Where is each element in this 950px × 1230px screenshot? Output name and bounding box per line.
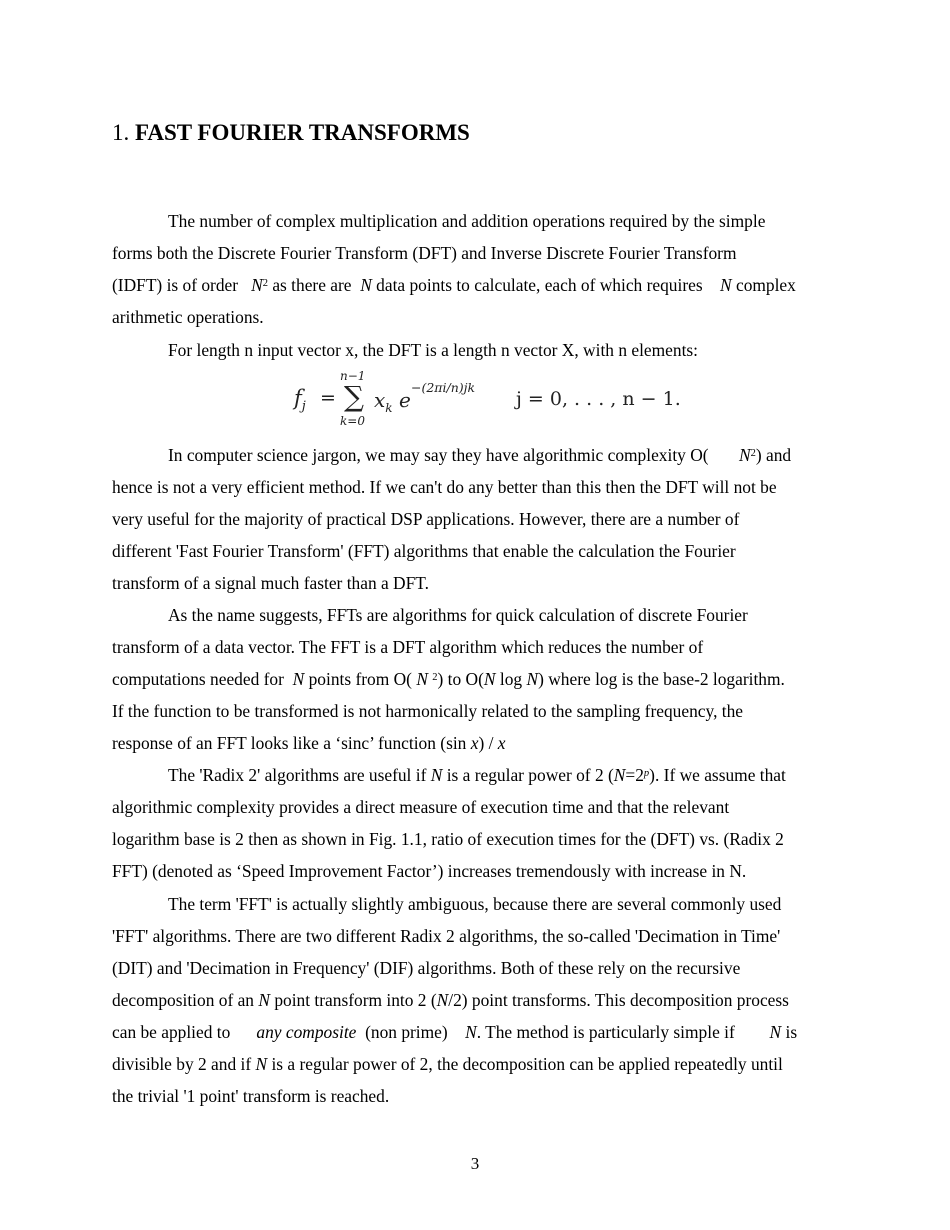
text-line: the trivial '1 point' transform is reached. bbox=[112, 1086, 390, 1106]
text-line: algorithmic complexity provides a direct measure of execution time and that the relevant bbox=[112, 797, 730, 817]
section-number: 1. bbox=[112, 120, 130, 145]
text-line: decomposition of an N point transform into 2 (N/2) point transforms. This decomposition process bbox=[112, 990, 789, 1010]
text-line: logarithm base is 2 then as shown in Fig. 1.1, ratio of execution times for the (DFT) vs. (Radix 2 bbox=[112, 829, 784, 849]
text-line: (IDFT) is of order $N^2$ as there are N data points to calculate, each of which requires N complex bbox=[112, 275, 796, 295]
text-line: can be applied to any composite (non prime) N. The method is particularly simple if N is bbox=[112, 1022, 798, 1042]
text-line: response of an FFT looks like a ‘sinc’ function (sin x) / x bbox=[112, 733, 506, 753]
text-line: If the function to be transformed is not harmonically related to the sampling frequency, the bbox=[112, 701, 744, 721]
text-line: FFT) (denoted as ‘Speed Improvement Factor’) increases tremendously with increase in N. bbox=[112, 861, 747, 881]
text-line: The 'Radix 2' algorithms are useful if N is a regular power of 2 $(N=2^p)$. If we assume that bbox=[168, 765, 786, 785]
equation-exponent: −(2πi/n)jk bbox=[411, 380, 476, 395]
equation-term: $x_k$ bbox=[374, 388, 393, 415]
text-line: 'FFT' algorithms. There are two different Radix 2 algorithms, the so-called 'Decimation in Time' bbox=[112, 926, 781, 946]
text-line: The term 'FFT' is actually slightly ambiguous, because there are several commonly used bbox=[168, 894, 782, 914]
sum-upper-limit: n−1 bbox=[340, 369, 366, 383]
section-heading bbox=[112, 120, 470, 146]
equation-exp-base: e bbox=[399, 388, 411, 412]
text-line: transform of a data vector. The FFT is a DFT algorithm which reduces the number of bbox=[112, 637, 704, 657]
text-line: (DIT) and 'Decimation in Frequency' (DIF) algorithms. Both of these rely on the recursive bbox=[112, 958, 741, 978]
text-line: forms both the Discrete Fourier Transform (DFT) and Inverse Discrete Fourier Transform bbox=[112, 243, 737, 263]
text-line: divisible by 2 and if N is a regular power of 2, the decomposition can be applied repeatedly until bbox=[112, 1054, 783, 1074]
text-line: In computer science jargon, we may say they have algorithmic complexity O( $N^2$) and bbox=[168, 445, 792, 465]
sum-lower-limit: k=0 bbox=[340, 414, 365, 428]
text-line: arithmetic operations. bbox=[112, 307, 264, 327]
equation-condition: j = 0, . . . , n − 1. bbox=[516, 388, 681, 410]
text-line: transform of a signal much faster than a DFT. bbox=[112, 573, 429, 593]
text-line: For length n input vector x, the DFT is a length n vector X, with n elements: bbox=[168, 340, 699, 360]
text-line: computations needed for N points from O( N $^2$) to O(N log N) where log is the base-2 logarithm. bbox=[112, 669, 785, 689]
text-line: hence is not a very efficient method. If we can't do any better than this then the DFT will not be bbox=[112, 477, 777, 497]
page-number: 3 bbox=[470, 1154, 480, 1173]
summation-sign: ∑ bbox=[344, 380, 364, 413]
section-title: FAST FOURIER TRANSFORMS bbox=[135, 120, 470, 145]
text-line: very useful for the majority of practical DSP applications. However, there are a number of bbox=[112, 509, 740, 529]
equation-lhs: $f_j$ bbox=[294, 386, 306, 415]
text-line: The number of complex multiplication and addition operations required by the simple bbox=[168, 211, 766, 231]
text-line: As the name suggests, FFTs are algorithms for quick calculation of discrete Fourier bbox=[168, 605, 748, 625]
equation-equals: = bbox=[320, 387, 336, 409]
dft-equation bbox=[292, 368, 681, 430]
text-line: different 'Fast Fourier Transform' (FFT) algorithms that enable the calculation the Fourier bbox=[112, 541, 736, 561]
